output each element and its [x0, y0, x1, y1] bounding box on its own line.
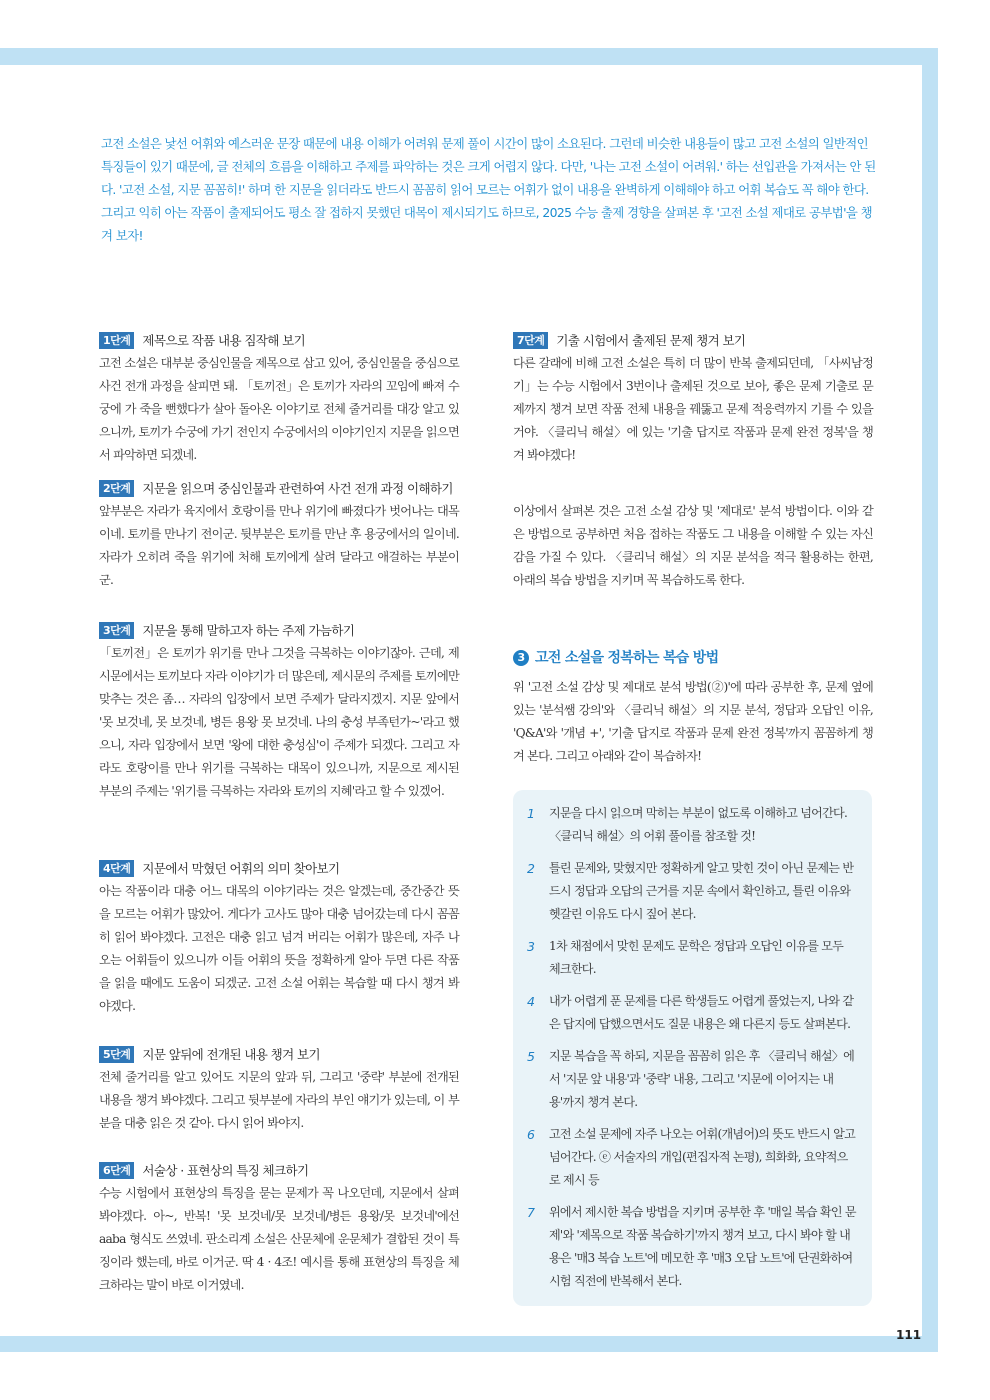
item-number: 5 [527, 1049, 535, 1064]
step-title: 서술상 · 표현상의 특징 체크하기 [142, 1163, 309, 1178]
item-number: 1 [527, 806, 535, 821]
step-body: 아는 작품이라 대충 어느 대목의 이야기라는 것은 알겠는데, 중간중간 뜻을 모르는 어휘가 많았어. 게다가 고사도 많아 대충 넘어갔는데 다시 꼼꼼히 읽어 봐야겠다. 고전은 대충 읽고 넘겨 버리는 어휘가 많은데, 자주 나오는 어휘들이 있으니까 이들 어휘의 뜻을 정확하게 알아 두면 다른 작품을 읽을 때에도 도움이 되겠군. 고전 소설 어휘는 복습할 때 다시 챙겨 봐야겠다. [99, 884, 459, 1013]
step-3 [99, 620, 459, 858]
left-column [99, 330, 459, 1297]
step-title: 지문 앞뒤에 전개된 내용 챙겨 보기 [142, 1047, 320, 1062]
list-item [527, 935, 856, 981]
step-2 [99, 478, 459, 620]
review-list [513, 790, 872, 1293]
section-number-badge: 3 [513, 650, 529, 666]
step-body: 앞부분은 자라가 육지에서 호랑이를 만나 위기에 빠졌다가 벗어나는 대목이네. 토끼를 만나기 전이군. 뒷부분은 토끼를 만난 후 용궁에서의 일이네. 자라가 오히려 죽을 위기에 처해 토끼에게 살려 달라고 애걸하는 부분이군. [99, 504, 459, 587]
step-4 [99, 858, 459, 1044]
step-body: 전체 줄거리를 알고 있어도 지문의 앞과 뒤, 그리고 '중략' 부분에 전개된 내용을 챙겨 봐야겠다. 그리고 뒷부분에 자라의 부인 얘기가 있는데, 이 부분을 대충 읽은 것 같아. 다시 읽어 봐야지. [99, 1070, 459, 1130]
step-title: 기출 시험에서 출제된 문제 챙겨 보기 [556, 333, 746, 348]
step-1 [99, 330, 459, 478]
item-text: 지문 복습을 꼭 하되, 지문을 꼼꼼히 읽은 후 〈클리닉 해설〉에서 '지문 앞 내용'과 '중략' 내용, 그리고 '지문에 이어지는 내용'까지 챙겨 본다. [549, 1049, 855, 1109]
step-body: 다른 갈래에 비해 고전 소설은 특히 더 많이 반복 출제되던데, 「사씨남정기」는 수능 시험에서 3번이나 출제된 것으로 보아, 좋은 문제 기출로 문제까지 챙겨 보면 작품 전체 내용을 꿰뚫고 문제 적응력까지 기를 수 있을 거야. 〈클리닉 해설〉에 있는 '기출 답지로 작품과 문제 완전 정복'을 챙겨 봐야겠다! [513, 356, 873, 462]
section-3-lead: 위 '고전 소설 감상 및 제대로 분석 방법(②)'에 따라 공부한 후, 문제 옆에 있는 '분석쌤 강의'와 〈클리닉 해설〉의 지문 분석, 정답과 오답인 이유, 'Q&A'와 '개념 +', '기출 답지로 작품과 문제 완전 정복'까지 꼼꼼하게 챙겨 본다. 그리고 아래와 같이 복습하자! [513, 680, 873, 763]
item-number: 7 [527, 1205, 535, 1220]
step-6 [99, 1160, 459, 1297]
page-frame-right [922, 48, 938, 1352]
list-item [527, 1045, 856, 1114]
list-item [527, 1123, 856, 1192]
item-number: 3 [527, 939, 535, 954]
summary-paragraph: 이상에서 살펴본 것은 고전 소설 감상 및 '제대로' 분석 방법이다. 이와 같은 방법으로 공부하면 처음 접하는 작품도 그 내용을 이해할 수 있는 자신감을 가질 수 있다. 〈클리닉 해설〉의 지문 분석을 적극 활용하는 한편, 아래의 복습 방법을 지키며 꼭 복습하도록 한다. [513, 504, 873, 587]
item-text: 틀린 문제와, 맞혔지만 정확하게 알고 맞힌 것이 아닌 문제는 반드시 정답과 오답의 근거를 지문 속에서 확인하고, 틀린 이유와 헷갈린 이유도 다시 짚어 본다. [549, 861, 854, 921]
section-3-heading [513, 646, 873, 670]
step-title: 지문에서 막혔던 어휘의 의미 찾아보기 [142, 861, 340, 876]
step-title: 지문을 통해 말하고자 하는 주제 가늠하기 [142, 623, 355, 638]
review-methods-box [513, 790, 872, 1306]
step-body: 수능 시험에서 표현상의 특징을 묻는 문제가 꼭 나오던데, 지문에서 살펴봐야겠다. 아~, 반복! '못 보것네/못 보것네/병든 용왕/못 보것네'에선 aaba 형식도 쓰였네. 판소리계 소설은 산문체에 운문체가 결합된 것이 특징이라 했는데, 바로 이거군. 딱 4 · 4조! 예시를 통해 표현상의 특징을 체크하라는 말이 바로 이거였네. [99, 1186, 459, 1292]
step-title: 제목으로 작품 내용 짐작해 보기 [142, 333, 306, 348]
step-badge: 7단계 [513, 332, 548, 349]
item-text: 1차 채점에서 맞힌 문제도 문학은 정답과 오답인 이유를 모두 체크한다. [549, 939, 844, 976]
item-text: 지문을 다시 읽으며 막히는 부분이 없도록 이해하고 넘어간다. 〈클리닉 해설〉의 어휘 풀이를 참조할 것! [549, 806, 848, 843]
item-number: 4 [527, 994, 535, 1009]
item-number: 6 [527, 1127, 535, 1142]
step-badge: 5단계 [99, 1046, 134, 1063]
step-badge: 3단계 [99, 622, 134, 639]
intro-paragraph: 고전 소설은 낯선 어휘와 예스러운 문장 때문에 내용 이해가 어려워 문제 풀이 시간이 많이 소요된다. 그런데 비슷한 내용들이 많고 고전 소설의 일반적인 특징들이 있기 때문에, 글 전체의 흐름을 이해하고 주제를 파악하는 것은 크게 어렵지 않다. 다만, '나는 고전 소설이 어려워.' 하는 선입관을 가져서는 안 된다. '고전 소설, 지문 꼼꼼히!' 하며 한 지문을 읽더라도 반드시 꼼꼼히 읽어 모르는 어휘가 없이 내용을 완벽하게 이해해야 하고 어휘 복습도 꼭 해야 한다. 그리고 익히 아는 작품이 출제되어도 평소 잘 접하지 못했던 대목이 제시되기도 하므로, 2025 수능 출제 경향을 살펴본 후 '고전 소설 제대로 공부법'을 챙겨 보자! [101, 136, 876, 243]
list-item [527, 1201, 856, 1293]
step-body: 고전 소설은 대부분 중심인물을 제목으로 삼고 있어, 중심인물을 중심으로 사건 전개 과정을 살피면 돼. 「토끼전」은 토끼가 자라의 꼬임에 빠져 수궁에 가 죽을 뻔했다가 살아 돌아온 이야기로 전체 줄거리를 대강 알고 있으니까, 토끼가 수궁에 가기 전인지 수궁에서의 이야기인지 지문을 읽으면서 파악하면 되겠네. [99, 356, 459, 462]
step-7 [513, 330, 873, 500]
page-frame-bottom [0, 1336, 938, 1352]
step-body: 「토끼전」은 토끼가 위기를 만나 그것을 극복하는 이야기잖아. 근데, 제시문에서는 토끼보다 자라 이야기가 더 많은데, 제시문의 주제를 토끼에만 맞추는 것은 좀… 자라의 입장에서 보면 주제가 달라지겠지. 지문 앞에서 '못 보것네, 못 보것네, 병든 용왕 못 보것네. 나의 충성 부족턴가~'라고 했으니, 자라 입장에서 보면 '왕에 대한 충성심'이 주제가 되겠다. 그리고 자라도 호랑이를 만나 위기를 극복하는 대목이 있으니까, 지문으로 제시된 부분의 주제는 '위기를 극복하는 자라와 토끼의 지혜'라고 할 수 있겠어. [99, 646, 459, 798]
section-title: 고전 소설을 정복하는 복습 방법 [535, 650, 719, 666]
step-5 [99, 1044, 459, 1160]
item-text: 위에서 제시한 복습 방법을 지키며 공부한 후 '매일 복습 확인 문제'와 '제목으로 작품 복습하기'까지 챙겨 보고, 다시 봐야 할 내용은 '매3 복습 노트'에 메모한 후 '매3 오답 노트'에 단권화하여 시험 직전에 반복해서 본다. [549, 1205, 856, 1288]
list-item [527, 857, 856, 926]
item-text: 내가 어렵게 푼 문제를 다른 학생들도 어렵게 풀었는지, 나와 같은 답지에 답했으면서도 질문 내용은 왜 다른지 등도 살펴본다. [549, 994, 854, 1031]
step-badge: 2단계 [99, 480, 134, 497]
page-number: 111 [896, 1328, 922, 1342]
step-title: 지문을 읽으며 중심인물과 관련하여 사건 전개 과정 이해하기 [142, 481, 453, 496]
list-item [527, 802, 856, 848]
item-text: 고전 소설 문제에 자주 나오는 어휘(개념어)의 뜻도 반드시 알고 넘어간다. ⓔ 서술자의 개입(편집자적 논평), 희화화, 요약적으로 제시 등 [549, 1127, 856, 1187]
item-number: 2 [527, 861, 535, 876]
step-badge: 4단계 [99, 860, 134, 877]
right-column [513, 330, 873, 768]
page-frame-top [0, 48, 938, 65]
step-badge: 6단계 [99, 1162, 134, 1179]
list-item [527, 990, 856, 1036]
step-badge: 1단계 [99, 332, 134, 349]
